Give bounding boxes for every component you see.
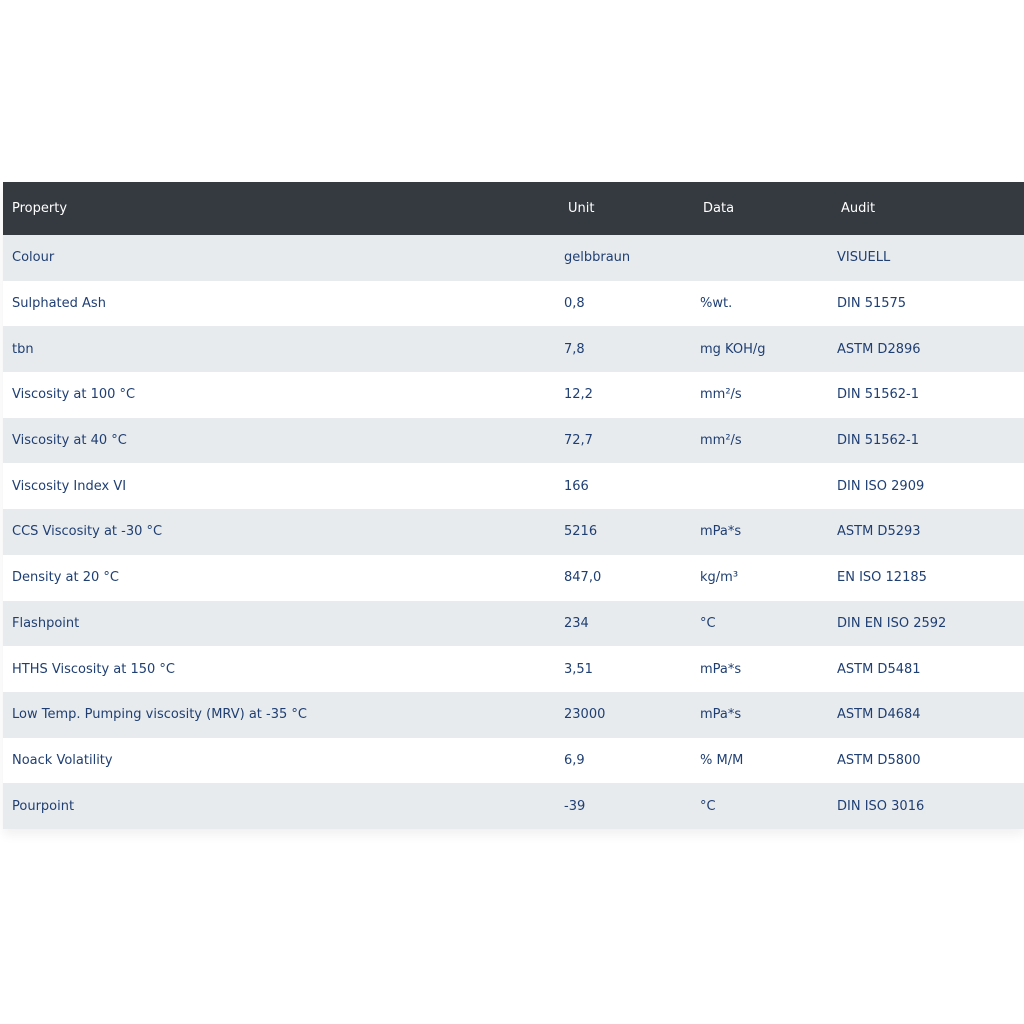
header-property: Property [12, 201, 68, 216]
cell-property: Sulphated Ash [12, 296, 106, 312]
cell-audit: VISUELL [837, 250, 891, 266]
cell-data: mm²/s [700, 387, 742, 403]
cell-unit: 6,9 [564, 752, 585, 768]
properties-table-container [3, 182, 1024, 829]
table-row [3, 326, 1024, 372]
cell-unit: 72,7 [564, 433, 593, 449]
table-header [3, 182, 1024, 235]
cell-audit: ASTM D5481 [837, 661, 921, 677]
cell-property: Colour [12, 250, 55, 266]
table-row [3, 692, 1024, 738]
header-audit: Audit [841, 201, 876, 216]
cell-unit: 3,51 [564, 661, 593, 677]
cell-property: CCS Viscosity at -30 °C [12, 524, 163, 540]
cell-audit: DIN 51575 [837, 296, 907, 312]
table-row [3, 418, 1024, 464]
cell-unit: gelbbraun [564, 250, 631, 266]
cell-data: mPa*s [700, 524, 742, 540]
cell-property: Low Temp. Pumping viscosity (MRV) at -35 °C [12, 707, 307, 723]
cell-unit: 166 [564, 478, 589, 494]
cell-unit: 7,8 [564, 341, 585, 357]
cell-unit: 5216 [564, 524, 598, 540]
table-row [3, 783, 1024, 829]
table-row [3, 463, 1024, 509]
table-row [3, 555, 1024, 601]
cell-data: mPa*s [700, 707, 742, 723]
cell-property: Noack Volatility [12, 752, 113, 768]
cell-property: Density at 20 °C [12, 570, 120, 586]
header-unit: Unit [568, 201, 595, 216]
cell-audit: DIN 51562-1 [837, 433, 920, 449]
cell-unit: -39 [564, 798, 586, 814]
table-row [3, 646, 1024, 692]
cell-data: %wt. [700, 296, 733, 312]
cell-property: Viscosity at 40 °C [12, 433, 127, 449]
cell-data: mg KOH/g [700, 341, 766, 357]
cell-data [691, 235, 828, 281]
cell-audit: DIN ISO 3016 [837, 798, 925, 814]
cell-property: Viscosity at 100 °C [12, 387, 136, 403]
cell-audit: ASTM D5800 [837, 752, 921, 768]
cell-audit: DIN ISO 2909 [837, 478, 925, 494]
cell-property: Pourpoint [12, 798, 75, 814]
cell-audit: ASTM D2896 [837, 341, 921, 357]
cell-audit: ASTM D4684 [837, 707, 921, 723]
table-row [3, 281, 1024, 327]
cell-audit: DIN EN ISO 2592 [837, 615, 947, 631]
cell-audit: ASTM D5293 [837, 524, 921, 540]
cell-unit: 12,2 [564, 387, 593, 403]
cell-unit: 234 [564, 615, 589, 631]
cell-audit: DIN 51562-1 [837, 387, 920, 403]
cell-property: Flashpoint [12, 615, 80, 631]
cell-unit: 847,0 [564, 570, 602, 586]
table-row [3, 509, 1024, 555]
properties-table [3, 182, 1024, 829]
cell-data: mPa*s [700, 661, 742, 677]
cell-data: °C [700, 615, 716, 631]
cell-data: % M/M [700, 752, 744, 768]
header-data: Data [703, 201, 735, 216]
cell-data: mm²/s [700, 433, 742, 449]
table-row [3, 738, 1024, 784]
table-row [3, 601, 1024, 647]
cell-property: tbn [12, 341, 34, 357]
table-row [3, 372, 1024, 418]
table-body [3, 235, 1024, 829]
cell-property: Viscosity Index VI [12, 478, 127, 494]
table-row [3, 235, 1024, 281]
cell-unit: 23000 [564, 707, 606, 723]
cell-property: HTHS Viscosity at 150 °C [12, 661, 175, 677]
header-row [3, 182, 1024, 235]
cell-data: kg/m³ [700, 570, 739, 586]
cell-unit: 0,8 [564, 296, 585, 312]
cell-data [691, 463, 828, 509]
cell-data: °C [700, 798, 716, 814]
cell-audit: EN ISO 12185 [837, 570, 927, 586]
